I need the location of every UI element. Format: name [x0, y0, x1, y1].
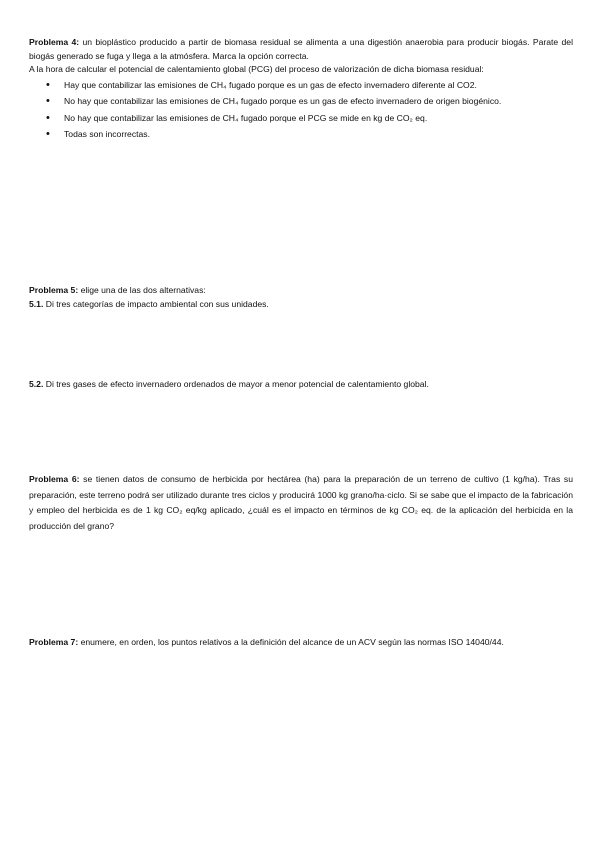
problem-5-1-label: 5.1.: [29, 298, 44, 309]
problem-5-heading: Problema 5:: [29, 285, 79, 295]
problem-5-2-label: 5.2.: [29, 379, 44, 389]
problem-4-options: [29, 79, 573, 145]
problem-5-1: [29, 298, 573, 312]
problem-4: [29, 36, 573, 145]
problem-5-text: elige una de las dos alternativas:: [78, 285, 206, 295]
problem-6-text: se tienen datos de consumo de herbicida por hectárea (ha) para la preparación de un terreno de cultivo (1 kg/ha). Tras su preparación, este terreno podrá ser utilizado durante tres ciclos y producirá 1000 kg grano/ha·ciclo. Si se sabe que el impacto de la fabricación y empleo del herbicida es de 1 kg CO₂ eq/kg aplicado, ¿cuál es el impacto en términos de kg CO₂ eq. de la aplicación del herbicida en la producción del grano?: [29, 474, 573, 531]
problem-4-statement: [29, 36, 573, 63]
option-3: • No hay que contabilizar las emisiones de CH₄ fugado porque el PCG se mide en kg de CO₂ eq.: [29, 112, 573, 129]
problem-4-heading: Problema 4:: [29, 37, 80, 47]
problem-7-text: enumere, en orden, los puntos relativos a la definición del alcance de un ACV según las normas ISO 14040/44.: [78, 637, 504, 647]
problem-5-2-text: Di tres gases de efecto invernadero ordenados de mayor a menor potencial de calentamiento global.: [43, 379, 429, 389]
option-4: • Todas son incorrectas.: [29, 128, 573, 145]
problem-7: [29, 636, 573, 650]
problem-6: [29, 472, 573, 534]
problem-5-1-text: Di tres categorías de impacto ambiental con sus unidades.: [43, 298, 269, 309]
option-2: • No hay que contabilizar las emisiones de CH₄ fugado porque es un gas de efecto invernadero de origen biogénico.: [29, 95, 573, 112]
problem-5-statement: [29, 284, 573, 298]
problem-5: [29, 284, 573, 311]
problem-5-2: [29, 378, 573, 392]
problem-4-text: un bioplástico producido a partir de biomasa residual se alimenta a una digestión anaerobia para producir biogás. Parate del biogás generado se fuga y llega a la atmósfera. Marca la opción correcta.: [29, 37, 573, 61]
problem-4-question: A la hora de calcular el potencial de calentamiento global (PCG) del proceso de valorización de dicha biomasa residual:: [29, 64, 484, 74]
problem-7-heading: Problema 7:: [29, 637, 79, 647]
problem-6-heading: Problema 6:: [29, 474, 80, 484]
option-1: • Hay que contabilizar las emisiones de CH₄ fugado porque es un gas de efecto invernadero diferente al CO2.: [29, 79, 573, 96]
